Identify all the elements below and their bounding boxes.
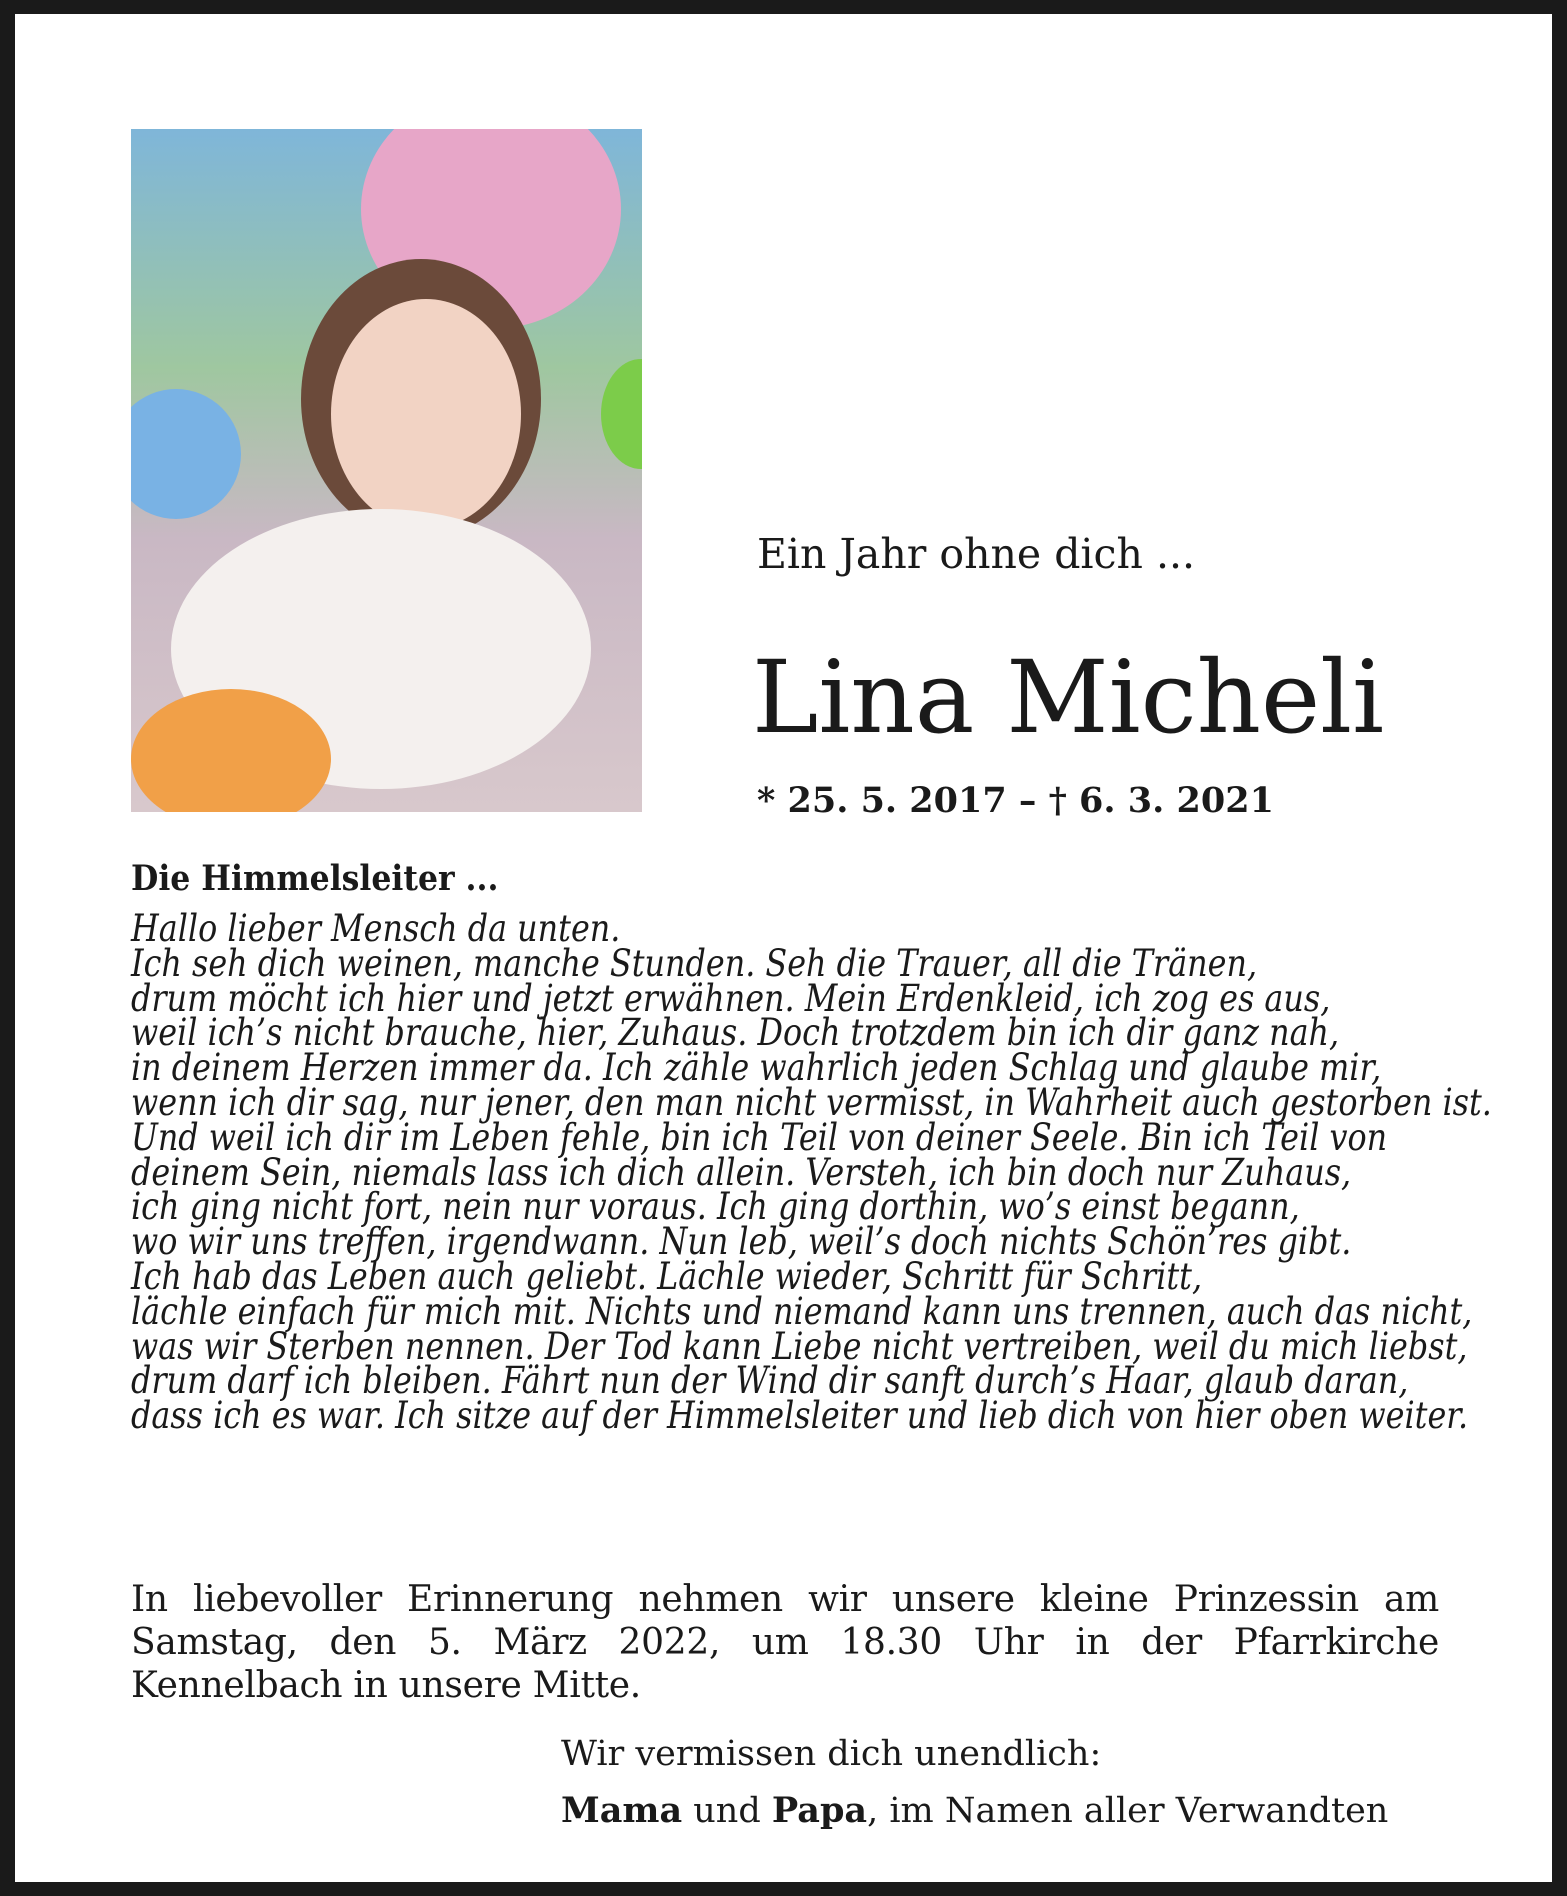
signature-names (561, 1790, 1388, 1831)
poem-line: wenn ich dir sag, nur jener, den man nicht vermisst, in Wahrheit auch gestorben ist. (131, 1080, 1492, 1124)
poem-line: Hallo lieber Mensch da unten. (131, 907, 621, 950)
portrait-photo (131, 129, 642, 812)
signer-relatives: , im Namen aller Verwandten (867, 1791, 1389, 1831)
signature-line: Wir vermissen dich unendlich: (561, 1734, 1102, 1774)
poem-line: dass ich es war. Ich sitze auf der Himmelsleiter und lieb dich von hier oben weiter. (131, 1394, 1469, 1438)
poem-line: drum möcht ich hier und jetzt erwähnen. Mein Erdenkleid, ich zog es aus, (131, 976, 1331, 1020)
signer-papa: Papa (771, 1790, 868, 1831)
deceased-name: Lina Micheli (752, 639, 1385, 756)
poem-line: drum darf ich bleiben. Fährt nun der Wind dir sanft durch’s Haar, glaub daran, (131, 1359, 1409, 1403)
poem-line: lächle einfach für mich mit. Nichts und niemand kann uns trennen, auch das nicht, (131, 1289, 1473, 1333)
signer-mama: Mama (561, 1790, 683, 1831)
poem-line: Ich hab das Leben auch geliebt. Lächle wieder, Schritt für Schritt, (131, 1254, 1203, 1298)
signer-and: und (682, 1791, 772, 1831)
life-dates: * 25. 5. 2017 – † 6. 3. 2021 (757, 780, 1274, 821)
poem-line: in deinem Herzen immer da. Ich zähle wahrlich jeden Schlag und glaube mir, (131, 1046, 1382, 1090)
poem-line: was wir Sterben nennen. Der Tod kann Liebe nicht vertreiben, weil du mich liebst, (131, 1324, 1468, 1368)
poem-line: deinem Sein, niemals lass ich dich allein. Versteh, ich bin doch nur Zuhaus, (131, 1150, 1352, 1194)
photo-balloon (131, 389, 241, 519)
photo-balloon (601, 359, 642, 469)
poem-line: Und weil ich dir im Leben fehle, bin ich Teil von deiner Seele. Bin ich Teil von (131, 1115, 1388, 1159)
poem (131, 907, 1492, 1438)
poem-title: Die Himmelsleiter ... (131, 858, 499, 899)
photo-face (331, 299, 521, 529)
intro-text: Ein Jahr ohne dich ... (757, 530, 1196, 578)
memorial-announcement: In liebevoller Erinnerung nehmen wir unsere kleine Prinzessin am Samstag, den 5. März 2022, um 18.30 Uhr in der Pfarrkirche Kennelbach in unsere Mitte. (131, 1579, 1439, 1706)
poem-line: weil ich’s nicht brauche, hier, Zuhaus. Doch trotzdem bin ich dir ganz nah, (131, 1011, 1340, 1055)
poem-line: ich ging nicht fort, nein nur voraus. Ich ging dorthin, wo’s einst begann, (131, 1185, 1300, 1229)
poem-line: wo wir uns treffen, irgendwann. Nun leb, weil’s doch nichts Schön’res gibt. (131, 1220, 1352, 1264)
poem-line: Ich seh dich weinen, manche Stunden. Seh die Trauer, all die Tränen, (131, 941, 1258, 985)
